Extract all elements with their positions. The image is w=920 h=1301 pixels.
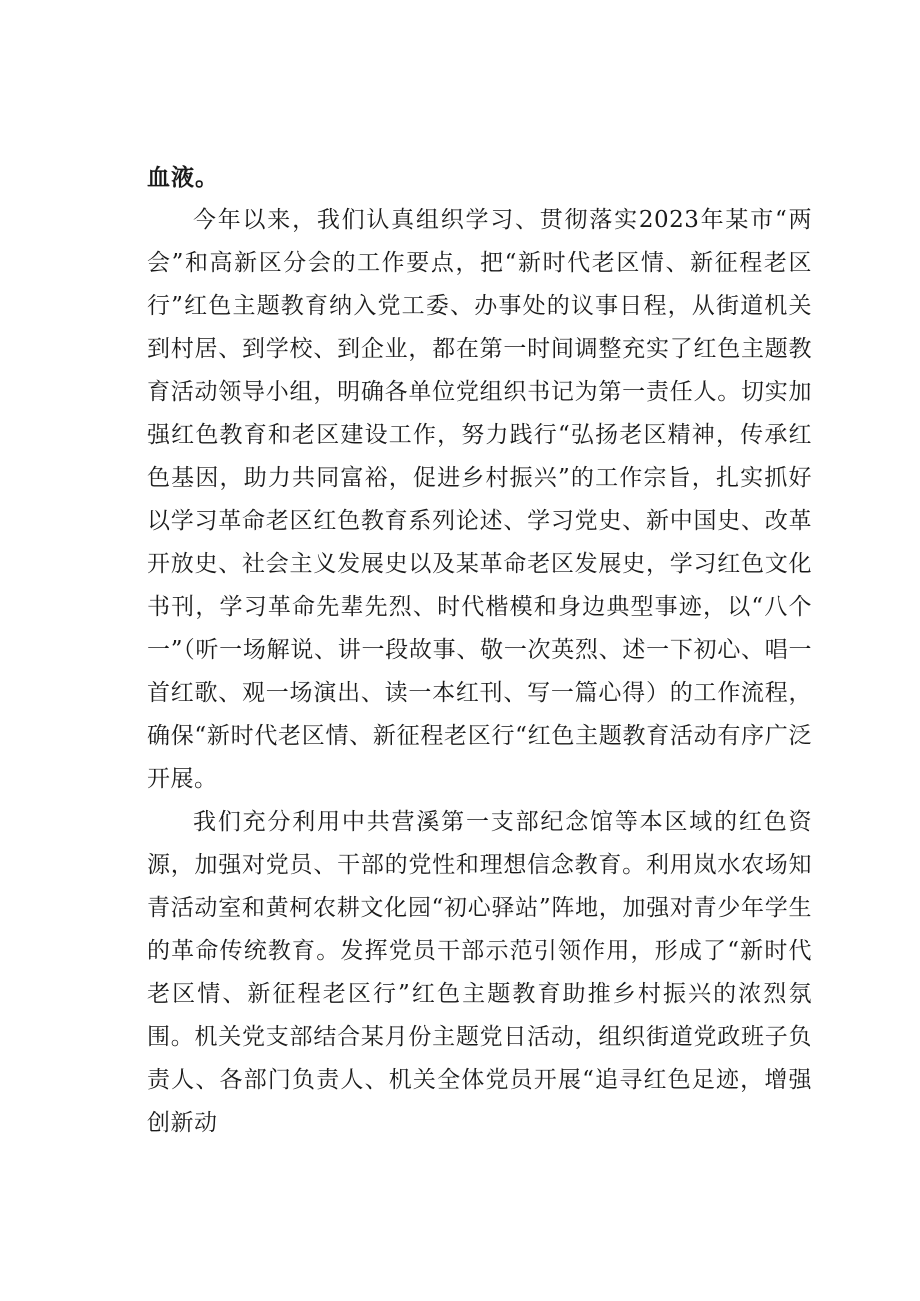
paragraph-1: 今年以来，我们认真组织学习、贯彻落实2023年某市“两会”和高新区分会的工作要点，把“新时代老区情、新征程老区行”红色主题教育纳入党工委、办事处的议事日程，从街道机关到村居、到学校、到企业，都在第一时间调整充实了红色主题教育活动领导小组，明确各单位党组织书记为第一责任人。切实加强红色教育和老区建设工作，努力践行“弘扬老区精神，传承红色基因，助力共同富裕，促进乡村振兴”的工作宗旨，扎实抓好以学习革命老区红色教育系列论述、学习党史、新中国史、改革开放史、社会主义发展史以及某革命老区发展史，学习红色文化书刊，学习革命先辈先烈、时代楷模和身边典型事迹，以“八个一”（听一场解说、讲一段故事、敬一次英烈、述一下初心、唱一首红歌、观一场演出、读一本红刊、写一篇心得）的工作流程，确保“新时代老区情、新征程老区行“红色主题教育活动有序广泛开展。 bbox=[147, 207, 812, 792]
document-body bbox=[147, 156, 812, 1145]
heading-tail: 血液。 bbox=[147, 164, 219, 191]
paragraph-2: 我们充分利用中共营溪第一支部纪念馆等本区域的红色资源，加强对党员、干部的党性和理想信念教育。利用岚水农场知青活动室和黄柯农耕文化园“初心驿站”阵地，加强对青少年学生的革命传统教育。发挥党员干部示范引领作用，形成了“新时代老区情、新征程老区行”红色主题教育助推乡村振兴的浓烈氛围。机关党支部结合某月份主题党日活动，组织街道党政班子负责人、各部门负责人、机关全体党员开展“追寻红色足迹，增强创新动 bbox=[147, 809, 812, 1136]
